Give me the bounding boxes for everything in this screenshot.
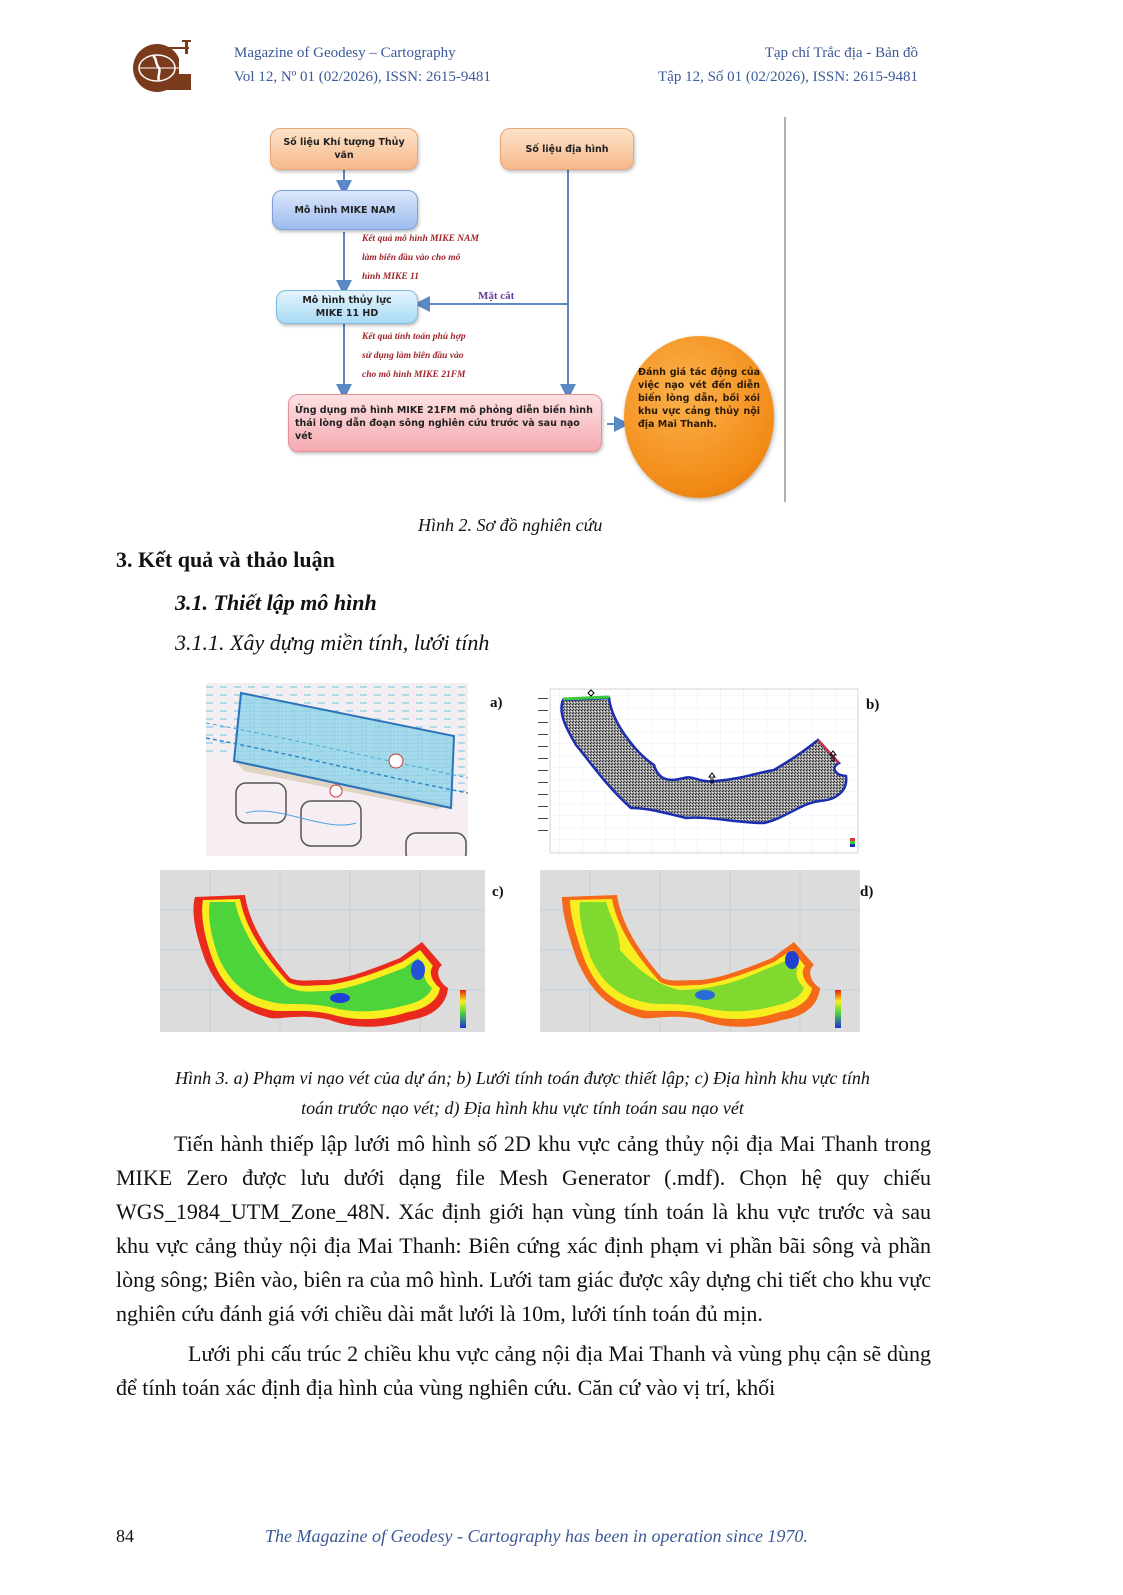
assessment-text: Đánh giá tác động của việc nạo vét đến diễn biến lòng dẫn, bồi xói khu vực cảng thủy nội địa Mai Thanh. [638, 367, 760, 430]
box-mike21fm: Ứng dụng mô hình MIKE 21FM mô phỏng diễn biến hình thái lòng dẫn đoạn sông nghiên cứu trước và sau nạo vét [288, 394, 602, 452]
panel-d-bathymetry-after [540, 870, 860, 1032]
box-hydromet-data: Số liệu Khí tượng Thủy văn [270, 128, 418, 170]
header-right [658, 41, 918, 89]
paragraph-unstructured-grid: Lưới phi cấu trúc 2 chiều khu vực cảng nội địa Mai Thanh và vùng phụ cận sẽ dùng để tính toán xác định địa hình của vùng nghiên cứu. Căn cứ vào vị trí, khối [116, 1341, 931, 1400]
subsection-heading: 3.1. Thiết lập mô hình [175, 590, 377, 615]
panel-b-mesh [536, 683, 861, 858]
volume-info-en: Vol 12, Nº 01 (02/2026), ISSN: 2615-9481 [234, 69, 491, 85]
page-number: 84 [116, 1526, 134, 1546]
paragraph-mesh-setup: Tiến hành thiếp lập lưới mô hình số 2D khu vực cảng thủy nội địa Mai Thanh trong MIKE Zero được lưu dưới dạng file Mesh Generator (.mdf). Chọn hệ quy chiếu WGS_1984_UTM_Zone_48N. Xác định giới hạn vùng tính toán là khu vực trước và sau khu vực cảng thủy nội địa Mai Thanh: Biên cứng xác định phạm vi phần bãi sông và phần lòng sông; Biên vào, biên ra của mô hình. Lưới tam giác được xây dựng chi tiết cho khu vực nghiên cứu đánh giá với chiều dài mắt lưới là 10m, lưới tính toán đủ mịn. [116, 1131, 931, 1326]
panel-a-dredging-map [206, 683, 468, 856]
volume-info-vi: Tập 12, Số 01 (02/2026), ISSN: 2615-9481 [658, 69, 918, 85]
panel-a-label: a) [490, 695, 503, 711]
panel-c-label: c) [492, 884, 504, 900]
note-nam-output: Kết quả mô hình MIKE NAM làm biên đầu vào cho mô hình MIKE 11 [362, 234, 479, 282]
note-mike11-output: Kết quả tính toán phù hợp sử dụng làm biên đầu vào cho mô hình MIKE 21FM [362, 332, 466, 380]
section-heading: 3. Kết quả và thảo luận [116, 547, 335, 572]
panel-b-label: b) [866, 697, 880, 713]
magazine-name-vi: Tạp chí Trắc địa - Bản đồ [764, 45, 918, 61]
magazine-name-en: Magazine of Geodesy – Cartography [234, 45, 456, 61]
research-flowchart [262, 112, 802, 507]
header-left [234, 41, 491, 89]
subsubsection-heading: 3.1.1. Xây dựng miền tính, lưới tính [175, 630, 490, 655]
box-mike-nam: Mô hình MIKE NAM [272, 190, 418, 230]
figure3-caption: Hình 3. a) Phạm vi nạo vét của dự án; b) Lưới tính toán được thiết lập; c) Địa hình khu vực tính toán trước nạo vét; d) Địa hình khu vực tính toán sau nạo vét [175, 1068, 870, 1118]
label-cross-section: Mặt cắt [478, 290, 515, 302]
footer-tagline: The Magazine of Geodesy - Cartography has been in operation since 1970. [265, 1526, 808, 1546]
panel-c-bathymetry-before [160, 870, 485, 1032]
box-mike11-hd: Mô hình thủy lực MIKE 11 HD [276, 290, 418, 324]
globe-logo-icon [127, 38, 195, 94]
bathymetry-after-map [540, 870, 860, 1032]
dredging-area-map [206, 683, 468, 856]
bathymetry-before-map [160, 870, 485, 1032]
computational-mesh-plot [536, 683, 861, 858]
magazine-logo [127, 38, 195, 94]
panel-d-label: d) [860, 884, 874, 900]
body-text [116, 1127, 931, 1405]
box-terrain-data: Số liệu địa hình [500, 128, 634, 170]
figure2-caption: Hình 2. Sơ đồ nghiên cứu [418, 515, 603, 535]
